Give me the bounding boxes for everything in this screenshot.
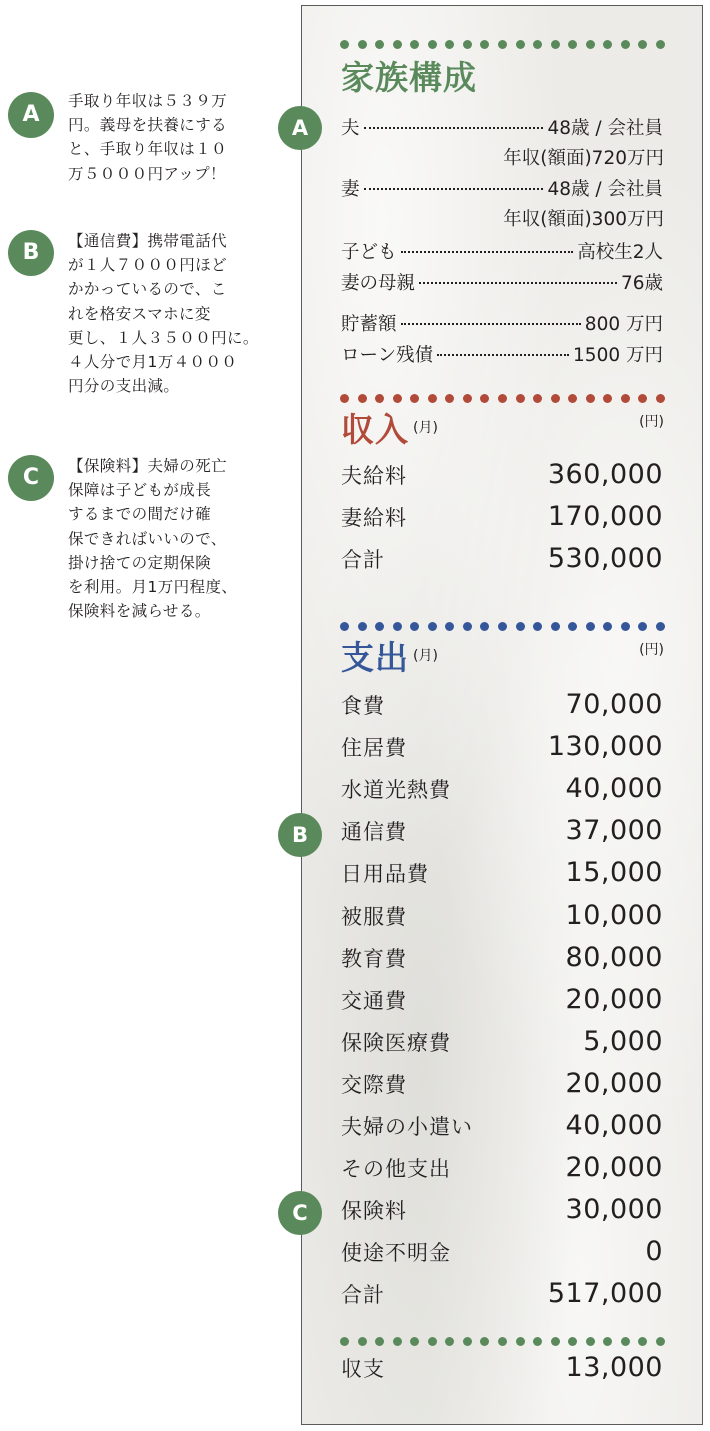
expense-value: 80,000 <box>565 941 663 973</box>
dot <box>358 40 367 49</box>
dot <box>375 394 384 403</box>
expense-row <box>341 1236 663 1267</box>
dot <box>603 622 612 631</box>
expense-value: 0 <box>645 1236 663 1268</box>
dot <box>516 40 525 49</box>
leader-dots <box>401 323 581 325</box>
family-value: 高校生2人 <box>577 242 663 263</box>
income-row <box>341 501 663 532</box>
expense-title-text: 支出 <box>341 638 409 677</box>
expense-label: 被服費 <box>341 904 407 929</box>
dot-separator-balance <box>340 1337 665 1347</box>
dot <box>533 1337 542 1346</box>
dot <box>621 40 630 49</box>
dot <box>410 622 419 631</box>
dot <box>410 394 419 403</box>
dot <box>480 40 489 49</box>
expense-value: 70,000 <box>565 689 663 720</box>
expense-title <box>341 638 438 678</box>
dot <box>393 40 402 49</box>
family-value: 1500 万円 <box>573 345 663 366</box>
dot <box>568 1337 577 1346</box>
expense-value: 517,000 <box>547 1278 663 1310</box>
expense-value: 5,000 <box>583 1025 663 1057</box>
expense-label: 水道光熱費 <box>341 778 451 803</box>
dot <box>463 1337 472 1346</box>
dot-separator-expense <box>340 622 665 632</box>
dot <box>463 40 472 49</box>
income-label: 合計 <box>341 548 385 572</box>
family-cont-husband: 年収(額面)720万円 <box>503 148 664 169</box>
dot <box>410 1337 419 1346</box>
leader-dots <box>419 282 617 284</box>
expense-row <box>341 1152 663 1183</box>
dot <box>568 622 577 631</box>
dot <box>428 622 437 631</box>
dot <box>445 1337 454 1346</box>
family-value: 800 万円 <box>584 314 663 335</box>
dot <box>393 622 402 631</box>
dot <box>480 1337 489 1346</box>
dot <box>603 394 612 403</box>
expense-unit: (円) <box>639 642 664 658</box>
income-unit: (円) <box>639 414 664 430</box>
dot <box>445 40 454 49</box>
dot <box>656 394 665 403</box>
family-value: 48歳 / 会社員 <box>547 179 663 200</box>
dot <box>516 622 525 631</box>
dot <box>551 622 560 631</box>
dot <box>603 40 612 49</box>
expense-row <box>341 773 663 804</box>
expense-row <box>341 731 663 762</box>
dot <box>638 394 647 403</box>
dot <box>586 40 595 49</box>
note-c-badge: C <box>8 455 54 501</box>
dot-separator-family <box>340 40 665 50</box>
family-label: 妻の母親 <box>341 273 416 294</box>
dot <box>638 1337 647 1346</box>
dot <box>533 622 542 631</box>
dot <box>340 394 349 403</box>
dot <box>498 394 507 403</box>
dot <box>621 394 630 403</box>
expense-row <box>341 900 663 931</box>
leader-dots <box>364 188 544 190</box>
expense-label: 住居費 <box>341 736 407 761</box>
family-label: ローン残債 <box>341 345 434 366</box>
dot <box>445 394 454 403</box>
expense-label: 食費 <box>341 694 385 718</box>
dot <box>551 1337 560 1346</box>
dot <box>533 40 542 49</box>
dot <box>586 1337 595 1346</box>
expense-row <box>341 984 663 1015</box>
family-value: 48歳 / 会社員 <box>547 118 663 139</box>
dot-separator-income <box>340 394 665 404</box>
family-value: 76歳 <box>620 273 663 294</box>
family-row-loan <box>341 341 663 367</box>
dot <box>568 40 577 49</box>
expense-row <box>341 1068 663 1099</box>
family-label: 夫 <box>341 118 360 139</box>
dot <box>533 394 542 403</box>
note-a-text: 手取り年収は５３９万 円。義母を扶養にする と、手取り年収は１０ 万５０００円アップ！ <box>68 92 228 183</box>
expense-label: 交際費 <box>341 1072 407 1097</box>
expense-label: 夫婦の小遣い <box>341 1115 473 1139</box>
dot <box>463 394 472 403</box>
dot <box>480 622 489 631</box>
family-row-wife <box>341 175 663 201</box>
dot <box>551 40 560 49</box>
dot <box>428 40 437 49</box>
family-row-savings <box>341 310 663 336</box>
leader-dots <box>437 354 569 356</box>
family-label: 子ども <box>341 242 397 263</box>
dot <box>516 1337 525 1346</box>
income-total-row <box>341 543 663 574</box>
family-badge: A <box>278 106 322 150</box>
dot <box>463 622 472 631</box>
dot <box>586 622 595 631</box>
dot <box>358 1337 367 1346</box>
dot <box>375 1337 384 1346</box>
dot <box>445 622 454 631</box>
expense-total-row <box>341 1278 663 1309</box>
expense-label: 教育費 <box>341 946 407 971</box>
expense-label: 交通費 <box>341 988 407 1013</box>
expense-label: 通信費 <box>341 820 407 845</box>
expense-value: 130,000 <box>547 731 663 763</box>
expense-row <box>341 942 663 973</box>
note-b-badge: B <box>8 230 54 276</box>
income-label: 夫給料 <box>341 464 407 488</box>
expense-label: 保険医療費 <box>341 1030 451 1055</box>
dot <box>638 622 647 631</box>
income-title-text: 収入 <box>341 410 409 449</box>
expense-badge-tsushin: B <box>278 813 322 857</box>
family-cont-wife: 年収(額面)300万円 <box>503 209 664 230</box>
income-value: 170,000 <box>547 501 663 532</box>
expense-label: 保険料 <box>341 1199 407 1224</box>
note-a-badge: A <box>8 92 54 138</box>
expense-value: 20,000 <box>565 983 663 1015</box>
expense-label: その他支出 <box>341 1157 451 1182</box>
dot <box>498 1337 507 1346</box>
expense-value: 37,000 <box>565 815 663 847</box>
income-value: 530,000 <box>547 543 663 574</box>
dot <box>551 394 560 403</box>
dot <box>638 40 647 49</box>
balance-value: 13,000 <box>565 1352 663 1383</box>
dot <box>498 622 507 631</box>
expense-row <box>341 689 663 720</box>
dot <box>340 622 349 631</box>
dot <box>621 1337 630 1346</box>
dot <box>375 622 384 631</box>
dot <box>375 40 384 49</box>
dot <box>621 622 630 631</box>
income-value: 360,000 <box>547 459 663 490</box>
dot <box>428 1337 437 1346</box>
dot <box>393 1337 402 1346</box>
dot <box>656 622 665 631</box>
dot <box>656 40 665 49</box>
note-b-text: 【通信費】携帯電話代 が１人７０００円ほど かかっているので、こ れを格安スマホに変 更し、１人３５００円に。 ４人分で月1万４０００ 円分の支出減。 <box>68 232 259 396</box>
expense-row <box>341 857 663 888</box>
expense-row <box>341 1110 663 1141</box>
family-label: 妻 <box>341 179 360 200</box>
leader-dots <box>401 251 574 253</box>
family-title: 家族構成 <box>341 58 477 97</box>
expense-label: 合計 <box>341 1283 385 1308</box>
dot <box>586 394 595 403</box>
family-row-mother <box>341 269 663 295</box>
dot <box>410 40 419 49</box>
family-label: 貯蓄額 <box>341 314 397 335</box>
expense-badge-hoken: C <box>278 1191 322 1235</box>
dot <box>480 394 489 403</box>
dot <box>516 394 525 403</box>
expense-value: 40,000 <box>565 773 663 805</box>
expense-row <box>341 815 663 846</box>
dot <box>358 622 367 631</box>
expense-value: 40,000 <box>565 1110 663 1141</box>
balance-label: 収支 <box>341 1357 385 1381</box>
expense-label: 日用品費 <box>341 862 429 887</box>
dot <box>393 394 402 403</box>
note-c-text: 【保険料】夫婦の死亡 保障は子どもが成長 するまでの間だけ確 保できればいいので、 掛け捨ての定期保険 を利用。月1万円程度、 保険料を減らせる。 <box>68 457 238 621</box>
income-label: 妻給料 <box>341 506 407 530</box>
expense-label: 使途不明金 <box>341 1241 451 1266</box>
expense-value: 20,000 <box>565 1067 663 1099</box>
dot <box>498 40 507 49</box>
family-row-children <box>341 238 663 264</box>
expense-period: (月) <box>413 648 438 664</box>
income-period: (月) <box>413 420 438 436</box>
leader-dots <box>364 127 544 129</box>
income-title <box>341 410 438 450</box>
family-row-husband <box>341 114 663 140</box>
dot <box>568 394 577 403</box>
dot <box>340 40 349 49</box>
expense-value: 30,000 <box>565 1194 663 1226</box>
balance-row <box>341 1352 663 1383</box>
expense-value: 20,000 <box>565 1152 663 1184</box>
dot <box>340 1337 349 1346</box>
income-row <box>341 459 663 490</box>
expense-row <box>341 1026 663 1057</box>
dot <box>603 1337 612 1346</box>
expense-value: 10,000 <box>565 899 663 931</box>
dot <box>358 394 367 403</box>
expense-row <box>341 1194 663 1225</box>
expense-value: 15,000 <box>565 857 663 889</box>
dot <box>428 394 437 403</box>
dot <box>656 1337 665 1346</box>
